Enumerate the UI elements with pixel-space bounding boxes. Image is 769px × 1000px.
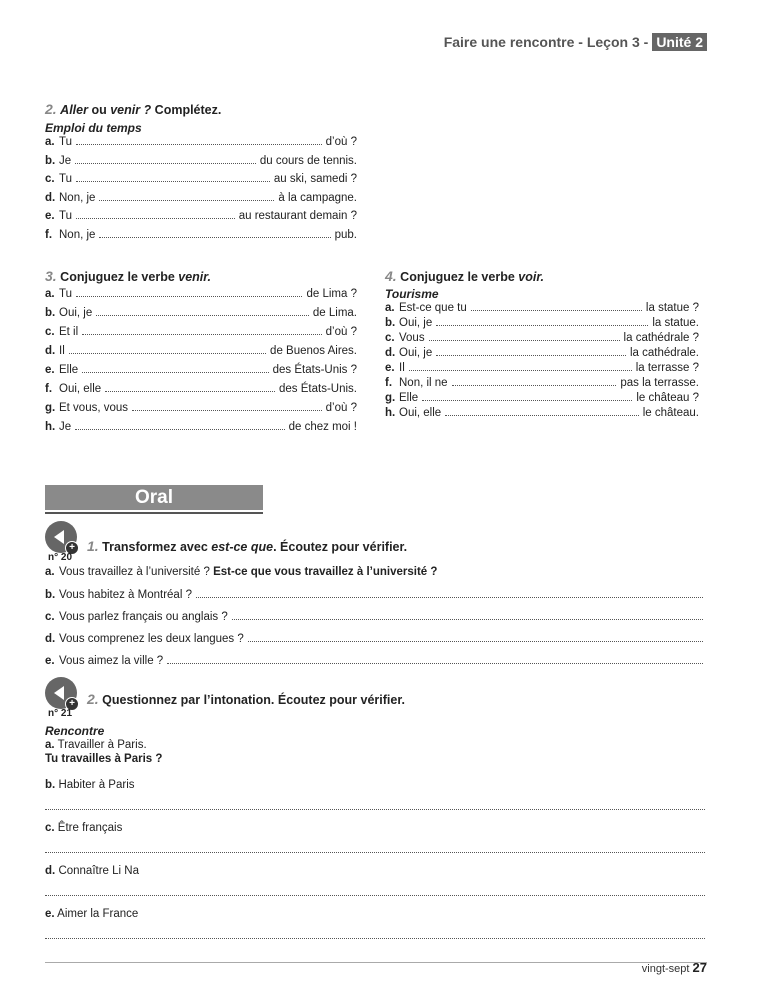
- item-key: e.: [45, 364, 55, 376]
- answer-blank[interactable]: [248, 632, 703, 642]
- item-end: le château.: [642, 407, 699, 419]
- item-start: Tu: [59, 173, 72, 185]
- item-start: Non, je: [59, 228, 96, 241]
- list-item: [45, 654, 707, 676]
- answer-blank[interactable]: [82, 363, 268, 373]
- unit-badge: Unité 2: [652, 33, 707, 51]
- item-key: a.: [385, 302, 395, 314]
- item-key: e.: [45, 210, 55, 222]
- exercise-2-subtitle: Emploi du temps: [45, 121, 142, 135]
- answer-blank[interactable]: [99, 191, 274, 201]
- item-text: Aimer la France: [57, 908, 139, 920]
- item-key: a.: [45, 288, 55, 300]
- item-start: Tu: [59, 136, 72, 148]
- item-end: de Buenos Aires.: [270, 345, 357, 357]
- exercise-4-subtitle: Tourisme: [385, 287, 439, 301]
- answer-blank[interactable]: [409, 361, 632, 371]
- item-start: Oui, je: [59, 307, 93, 319]
- item-end: la statue.: [652, 317, 699, 329]
- item-end: du cours de tennis.: [259, 154, 357, 167]
- item-start: Est-ce que tu: [399, 302, 467, 314]
- item-start: Je: [59, 154, 72, 167]
- list-item: [45, 822, 707, 853]
- answer-blank[interactable]: [96, 306, 309, 316]
- item-end: des États-Unis.: [279, 383, 357, 395]
- answer-blank[interactable]: [452, 376, 617, 386]
- item-start: Et vous, vous: [59, 402, 129, 414]
- list-item: [385, 406, 699, 421]
- list-item: [385, 391, 699, 406]
- item-key: c.: [45, 611, 55, 623]
- item-text: Habiter à Paris: [58, 779, 135, 791]
- item-start: Il: [399, 362, 405, 374]
- item-key: d.: [45, 633, 56, 645]
- item-key: c.: [45, 326, 55, 338]
- exercise-2-rows: [45, 135, 357, 246]
- answer-blank[interactable]: [132, 401, 322, 411]
- exercise-4: [385, 268, 699, 421]
- answer-blank[interactable]: [76, 135, 322, 145]
- oral-heading-rule: [45, 512, 263, 514]
- item-key: d.: [45, 191, 56, 204]
- item-key: g.: [385, 392, 396, 404]
- exercise-2-title: 2. Aller ou venir ? Complétez.: [45, 101, 222, 117]
- item-start: Vous: [399, 332, 425, 344]
- answer-line[interactable]: [45, 937, 705, 939]
- answer-blank[interactable]: [232, 610, 703, 620]
- audio-icon[interactable]: [45, 677, 77, 709]
- answer-blank[interactable]: [436, 316, 648, 326]
- answer-blank[interactable]: [76, 209, 235, 219]
- item-key: e.: [45, 655, 55, 667]
- item-end: le château ?: [636, 392, 699, 404]
- list-item: [45, 865, 707, 896]
- list-item: [45, 154, 357, 173]
- item-end: pub.: [334, 228, 357, 241]
- answer-blank[interactable]: [75, 420, 284, 430]
- answer-line[interactable]: [45, 808, 705, 810]
- example-answer: Tu travailles à Paris ?: [45, 753, 163, 765]
- list-item: [385, 331, 699, 346]
- item-key: g.: [45, 402, 56, 414]
- answer-line[interactable]: [45, 894, 705, 896]
- list-item: [45, 632, 707, 654]
- lesson-title: Faire une rencontre - Leçon 3 -: [443, 34, 649, 50]
- item-key: f.: [45, 383, 53, 395]
- item-start: Elle: [399, 392, 419, 404]
- list-item: [45, 382, 357, 401]
- page-footer: vingt-sept 27: [641, 960, 707, 975]
- item-end: pas la terrasse.: [620, 377, 699, 389]
- list-item: [45, 344, 357, 363]
- speaker-icon: [54, 530, 64, 544]
- item-key: c.: [45, 822, 55, 834]
- list-item: a. Vous travaillez à l’université ? Est-ce que vous travaillez à l’université ?: [45, 566, 438, 578]
- answer-blank[interactable]: [82, 325, 321, 335]
- answer-blank[interactable]: [445, 406, 639, 416]
- item-end: la terrasse ?: [635, 362, 699, 374]
- item-key: a.: [45, 136, 55, 148]
- item-key: d.: [385, 347, 396, 359]
- oral-section-heading: Oral: [45, 485, 263, 510]
- answer-blank[interactable]: [75, 154, 256, 164]
- item-start: Je: [59, 421, 72, 433]
- item-key: f.: [45, 228, 53, 241]
- plus-icon: +: [65, 697, 79, 711]
- exercise-2: [45, 101, 357, 246]
- item-end: la cathédrale ?: [623, 332, 699, 344]
- item-text: Être français: [57, 822, 123, 834]
- item-key: c.: [45, 173, 55, 185]
- exercise-3: [45, 268, 357, 439]
- oral-exercise-2-body: [45, 724, 707, 939]
- answer-blank[interactable]: [69, 344, 266, 354]
- item-end: d’où ?: [325, 326, 357, 338]
- item-start: Non, il ne: [399, 377, 448, 389]
- item-start: Tu: [59, 210, 72, 222]
- list-item: [45, 420, 357, 439]
- item-end: à la campagne.: [278, 191, 357, 204]
- item-start: Non, je: [59, 191, 96, 204]
- footer-rule: [45, 962, 707, 963]
- answer-blank[interactable]: [105, 382, 275, 392]
- exercise-3-title: 3. Conjuguez le verbe venir.: [45, 268, 211, 284]
- item-key: d.: [45, 345, 56, 357]
- answer-blank[interactable]: [167, 654, 703, 664]
- track-number: n° 20: [48, 552, 73, 563]
- list-item: [385, 316, 699, 331]
- item-start: Elle: [59, 364, 79, 376]
- list-item: [45, 209, 357, 228]
- item-end: la statue ?: [645, 302, 699, 314]
- item-start: Il: [59, 345, 65, 357]
- exercise-3-rows: [45, 287, 357, 439]
- answer-blank[interactable]: [99, 228, 330, 238]
- example-prompt: a. Travailler à Paris.: [45, 739, 147, 751]
- answer-blank[interactable]: [196, 588, 703, 598]
- list-item: [45, 191, 357, 210]
- item-text: Vous parlez français ou anglais ?: [59, 611, 228, 623]
- list-item: [45, 610, 707, 632]
- oral-exercise-2-title: 2. Questionnez par l’intonation. Écoutez pour vérifier.: [87, 691, 405, 707]
- item-key: d.: [45, 865, 56, 877]
- item-text: Connaître Li Na: [58, 865, 139, 877]
- item-start: Oui, elle: [399, 407, 442, 419]
- list-item: [45, 325, 357, 344]
- exercise-4-title: 4. Conjuguez le verbe voir.: [385, 268, 544, 284]
- answer-line[interactable]: [45, 851, 705, 853]
- list-item: [385, 301, 699, 316]
- item-key: b.: [45, 779, 56, 791]
- item-key: b.: [45, 307, 56, 319]
- item-text: Vous habitez à Montréal ?: [59, 589, 192, 601]
- oral-exercise-1-title: 1. Transformez avec est-ce que. Écoutez pour vérifier.: [87, 538, 408, 554]
- item-end: de Lima ?: [306, 288, 357, 300]
- list-item: [385, 361, 699, 376]
- answer-blank[interactable]: [76, 287, 302, 297]
- list-item: [45, 306, 357, 325]
- item-end: d’où ?: [325, 136, 357, 148]
- plus-icon: +: [65, 541, 79, 555]
- answer-blank[interactable]: [429, 331, 620, 341]
- track-number: n° 21: [48, 708, 73, 719]
- item-key: e.: [385, 362, 395, 374]
- page-header: [444, 33, 707, 51]
- list-item: [45, 287, 357, 306]
- answer-blank[interactable]: [422, 391, 632, 401]
- item-key: h.: [45, 421, 56, 433]
- item-end: des États-Unis ?: [272, 364, 357, 376]
- answer-blank[interactable]: [471, 301, 642, 311]
- item-key: h.: [385, 407, 396, 419]
- item-key: f.: [385, 377, 393, 389]
- item-text: Vous aimez la ville ?: [59, 655, 164, 667]
- list-item: [45, 779, 707, 810]
- item-start: Oui, elle: [59, 383, 102, 395]
- item-end: au ski, samedi ?: [273, 173, 357, 185]
- item-start: Et il: [59, 326, 79, 338]
- item-start: Oui, je: [399, 317, 433, 329]
- item-key: b.: [45, 589, 56, 601]
- item-start: Oui, je: [399, 347, 433, 359]
- item-key: e.: [45, 908, 55, 920]
- list-item: [45, 588, 707, 610]
- item-key: b.: [45, 154, 56, 167]
- item-end: la cathédrale.: [629, 347, 699, 359]
- item-key: c.: [385, 332, 395, 344]
- list-item: [45, 908, 707, 939]
- item-end: d’où ?: [325, 402, 357, 414]
- list-item: [385, 376, 699, 391]
- list-item: [385, 346, 699, 361]
- oral-exercise-1-rows: [45, 566, 707, 676]
- list-item: [45, 135, 357, 154]
- speaker-icon: [54, 686, 64, 700]
- answer-blank[interactable]: [76, 172, 270, 182]
- item-end: de Lima.: [312, 307, 357, 319]
- item-end: au restaurant demain ?: [238, 210, 357, 222]
- item-end: de chez moi !: [288, 421, 357, 433]
- list-item: [45, 172, 357, 191]
- list-item: [45, 228, 357, 247]
- item-text: Vous comprenez les deux langues ?: [59, 633, 244, 645]
- list-item: [45, 363, 357, 382]
- list-item: [45, 401, 357, 420]
- item-key: b.: [385, 317, 396, 329]
- exercise-4-rows: [385, 301, 699, 421]
- answer-blank[interactable]: [436, 346, 626, 356]
- audio-icon[interactable]: [45, 521, 77, 553]
- oral-exercise-2-subtitle: Rencontre: [45, 724, 105, 738]
- item-start: Tu: [59, 288, 72, 300]
